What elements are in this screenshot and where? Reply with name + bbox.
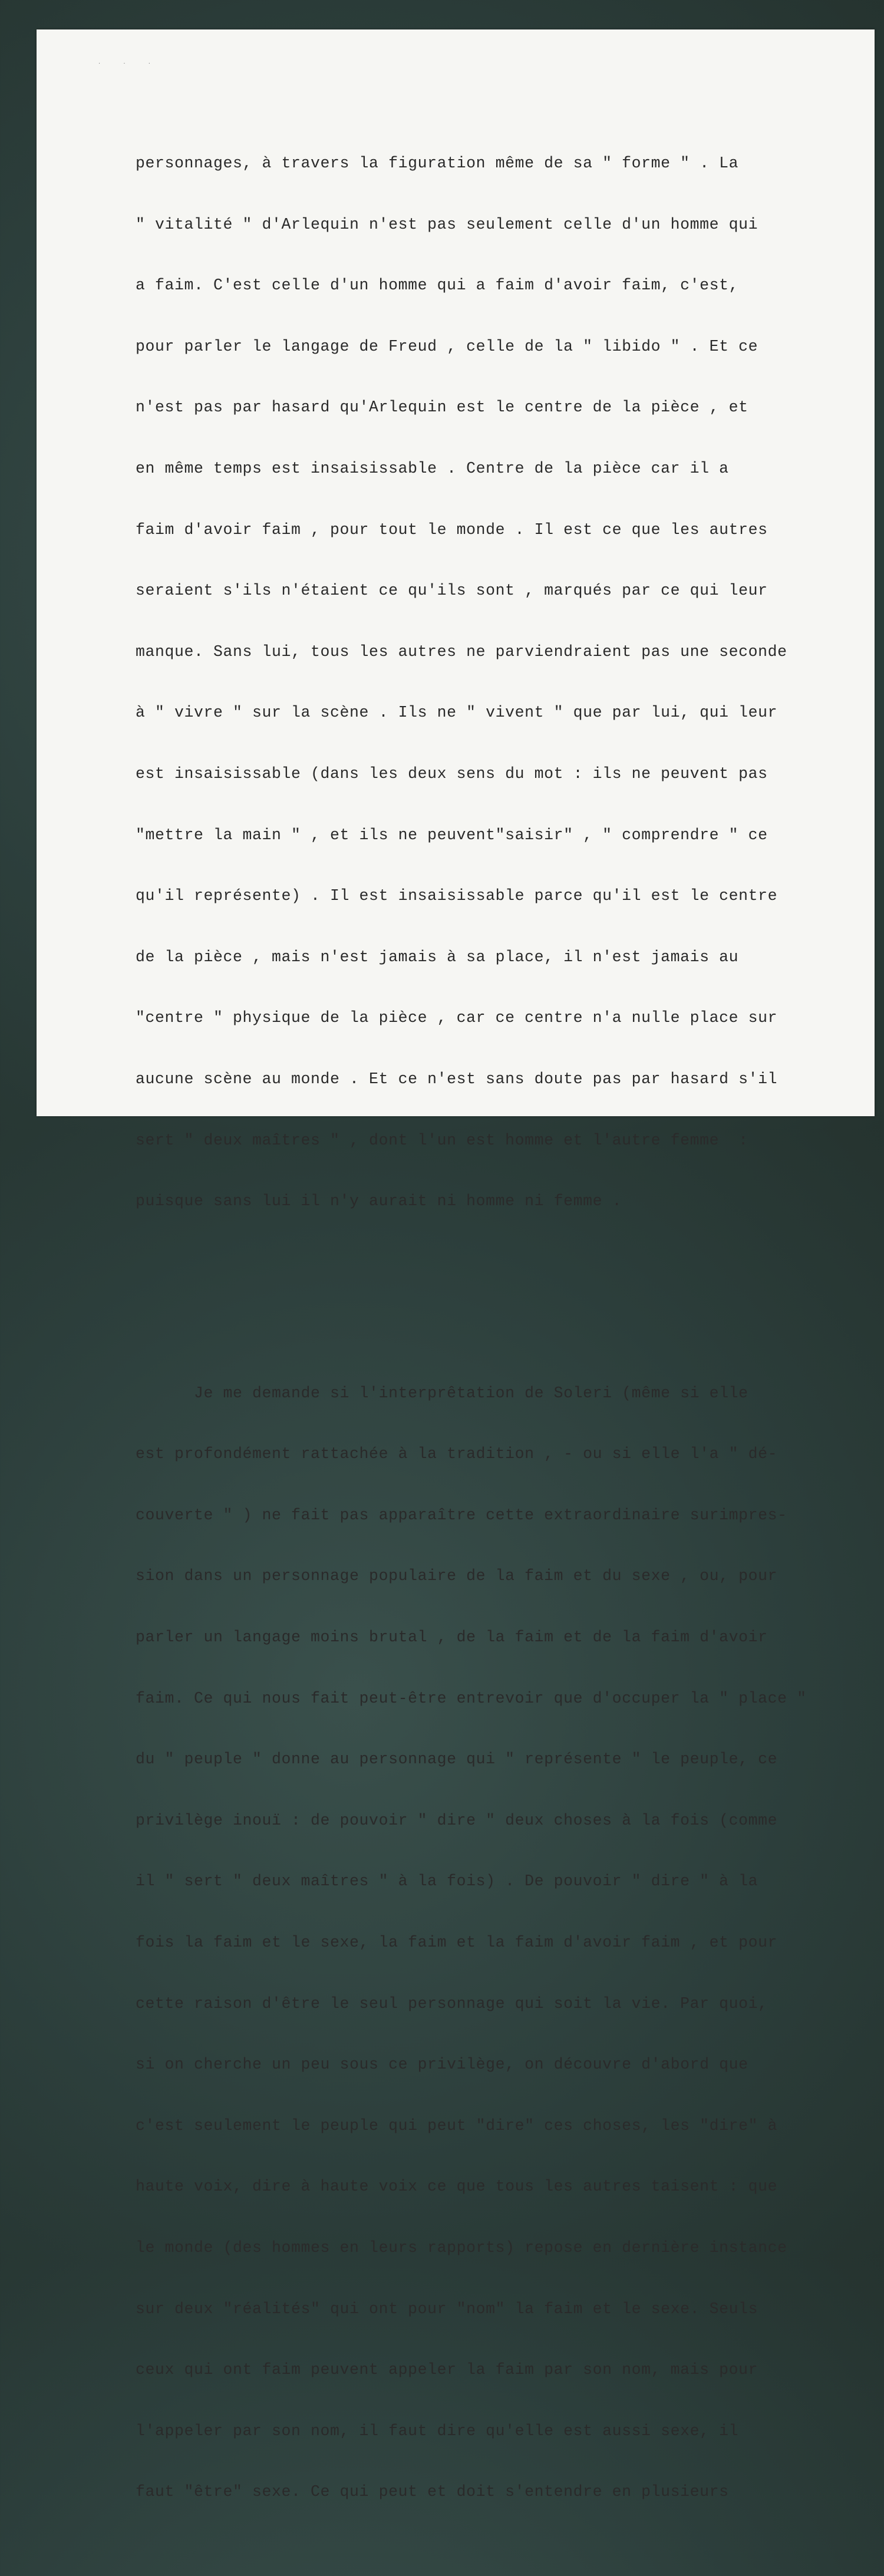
text-line: en même temps est insaisissable . Centre de la pièce car il a (136, 459, 729, 477)
paragraph-gap (136, 1285, 860, 1310)
text-line: faim d'avoir faim , pour tout le monde . Il est ce que les autres (136, 520, 768, 539)
text-line: a faim. C'est celle d'un homme qui a faim d'avoir faim, c'est, (136, 276, 739, 295)
text-line: seraient s'ils n'étaient ce qu'ils sont , marqués par ce qui leur (136, 582, 768, 600)
page-text (136, 80, 860, 2576)
text-line: est insaisissable (dans les deux sens du mot : ils ne peuvent pas (136, 764, 768, 783)
text-line: parler un langage moins brutal , de la faim et de la faim d'avoir (136, 1628, 768, 1647)
text-line: pour parler le langage de Freud , celle de la " libido " . Et ce (136, 337, 758, 355)
paragraph-1 (136, 116, 860, 1250)
text-line: "mettre la main " , et ils ne peuvent"saisir" , " comprendre " ce (136, 826, 768, 844)
text-line: sur deux "réalités" qui ont pour "nom" la faim et le sexe. Seuls (136, 2300, 758, 2318)
text-line: faut "être" sexe. Ce qui peut et doit s'entendre en plusieurs (136, 2483, 729, 2501)
text-line: est profondément rattachée à la tradition , - ou si elle l'a " dé- (136, 1445, 778, 1463)
text-line: privilège inouï : de pouvoir " dire " deux choses à la fois (comme (136, 1811, 778, 1829)
text-line: sert " deux maîtres " , dont l'un est homme et l'autre femme : (136, 1131, 748, 1149)
text-line: à " vivre " sur la scène . Ils ne " vivent " que par lui, qui leur (136, 704, 778, 722)
text-line: "centre " physique de la pièce , car ce centre n'a nulle place sur (136, 1009, 778, 1027)
text-line: haute voix, dire à haute voix ce que tous les autres taisent : que (136, 2178, 778, 2196)
text-line: personnages, à travers la figuration même de sa " forme " . La (136, 154, 739, 172)
text-line: fois la faim et le sexe, la faim et la faim d'avoir faim , et pour (136, 1934, 778, 1952)
paper-specks: · · · (98, 61, 161, 67)
text-line: " vitalité " d'Arlequin n'est pas seulement celle d'un homme qui (136, 215, 758, 233)
text-line: puisque sans lui il n'y aurait ni homme ni femme . (136, 1192, 622, 1211)
text-line: le monde (des hommes en leurs rapports) repose en dernière instance (136, 2239, 787, 2257)
text-line: sion dans un personnage populaire de la faim et du sexe , ou, pour (136, 1567, 778, 1585)
text-line: de la pièce , mais n'est jamais à sa place, il n'est jamais au (136, 948, 739, 966)
text-line: c'est seulement le peuple qui peut "dire" ces choses, les "dire" à (136, 2116, 778, 2135)
typewritten-page (37, 29, 875, 2501)
paragraph-2 (136, 1345, 860, 2541)
text-line: l'appeler par son nom, il faut dire qu'elle est aussi sexe, il (136, 2422, 739, 2440)
text-line: qu'il représente) . Il est insaisissable parce qu'il est le centre (136, 887, 778, 905)
text-line: n'est pas par hasard qu'Arlequin est le centre de la pièce , et (136, 398, 748, 417)
text-line: Je me demande si l'interprêtation de Soleri (même si elle (136, 1384, 748, 1402)
text-line: il " sert " deux maîtres " à la fois) . De pouvoir " dire " à la (136, 1872, 758, 1891)
text-line: ceux qui ont faim peuvent appeler la faim par son nom, mais pour (136, 2361, 758, 2379)
text-line: du " peuple " donne au personnage qui " représente " le peuple, ce (136, 1750, 778, 1769)
text-line: cette raison d'être le seul personnage qui soit la vie. Par quoi, (136, 1994, 768, 2013)
text-line: si on cherche un peu sous ce privilège, on découvre d'abord que (136, 2056, 748, 2074)
text-line: aucune scène au monde . Et ce n'est sans doute pas par hasard s'il (136, 1070, 778, 1088)
text-line: couverte " ) ne fait pas apparaître cette extraordinaire surimpres- (136, 1506, 787, 1524)
text-line: faim. Ce qui nous fait peut-être entrevoir que d'occuper la " place " (136, 1689, 807, 1707)
text-line: manque. Sans lui, tous les autres ne parviendraient pas une seconde (136, 642, 787, 661)
